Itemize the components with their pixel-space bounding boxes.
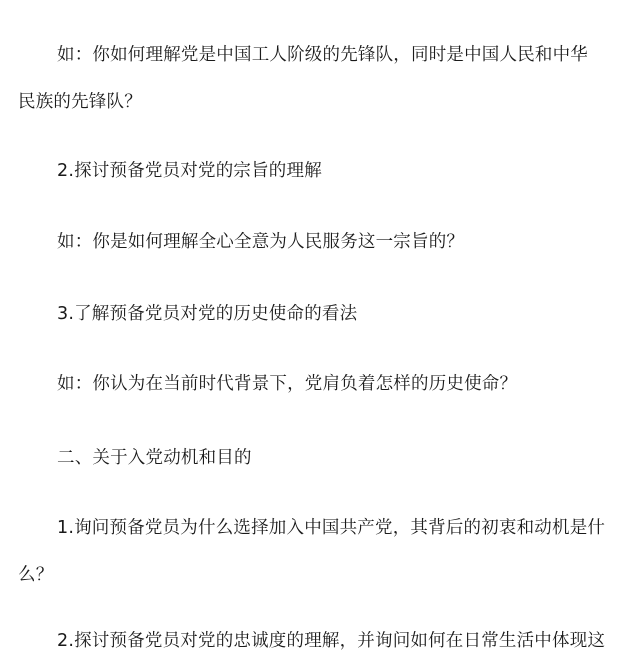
question-example-1-line-2: 民族的先锋队？ — [18, 92, 142, 112]
question-example-1-line-1: 如：你如何理解党是中国工人阶级的先锋队，同时是中国人民和中华 — [57, 45, 588, 65]
section-item-3-heading: 3.了解预备党员对党的历史使命的看法 — [57, 304, 358, 324]
motive-item-2-line-1: 2.探讨预备党员对党的忠诚度的理解，并询问如何在日常生活中体现这 — [57, 631, 606, 651]
section-item-2-heading: 2.探讨预备党员对党的宗旨的理解 — [57, 161, 322, 181]
section-two-heading: 二、关于入党动机和目的 — [57, 448, 252, 468]
motive-item-1-line-1: 1.询问预备党员为什么选择加入中国共产党，其背后的初衷和动机是什 — [57, 518, 606, 538]
motive-item-1-line-2: 么？ — [18, 565, 54, 585]
question-example-2: 如：你是如何理解全心全意为人民服务这一宗旨的？ — [57, 232, 465, 252]
question-example-3: 如：你认为在当前时代背景下，党肩负着怎样的历史使命？ — [57, 374, 518, 394]
